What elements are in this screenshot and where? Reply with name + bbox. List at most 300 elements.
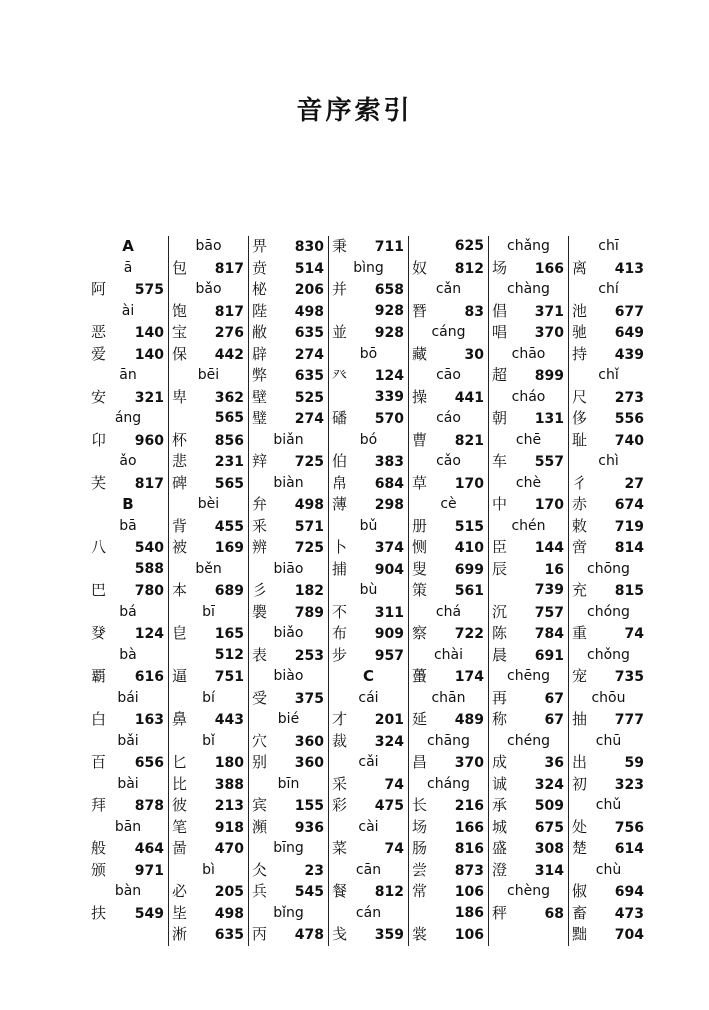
page-title: 音序索引 xyxy=(296,96,413,126)
character: 受 xyxy=(252,688,268,707)
pinyin-heading: bié xyxy=(277,711,300,727)
index-entry xyxy=(252,236,325,258)
index-entry xyxy=(172,817,245,839)
page-number: 155 xyxy=(294,798,324,814)
pinyin-heading: chǒng xyxy=(587,646,630,663)
character: 丙 xyxy=(252,925,268,943)
pinyin-heading: cè xyxy=(440,496,457,512)
character: 兵 xyxy=(252,882,268,900)
index-entry xyxy=(252,580,325,602)
index-entry xyxy=(412,516,485,538)
index-entry xyxy=(252,258,325,280)
character: 陈 xyxy=(492,624,508,642)
character: 才 xyxy=(332,710,348,728)
pinyin-heading: chāng xyxy=(427,732,470,749)
index-entry xyxy=(252,494,325,516)
index-entry xyxy=(572,580,645,602)
character: 赤 xyxy=(572,495,588,513)
character: 察 xyxy=(412,624,428,642)
page-number: 359 xyxy=(374,927,404,943)
index-entry xyxy=(252,924,325,946)
index-entry xyxy=(572,774,645,796)
page-number: 909 xyxy=(374,626,404,642)
index-entry xyxy=(332,322,405,344)
page-number: 308 xyxy=(534,841,564,857)
character: 充 xyxy=(572,581,588,599)
character: 成 xyxy=(492,753,508,771)
character: 璧 xyxy=(252,409,268,427)
index-entry xyxy=(252,301,325,323)
page-number: 751 xyxy=(214,669,244,685)
character: 壁 xyxy=(252,387,268,406)
index-column xyxy=(88,236,168,946)
index-entry xyxy=(572,301,645,323)
page-number: 674 xyxy=(614,497,644,513)
index-entry xyxy=(412,559,485,581)
page-number: 549 xyxy=(134,905,164,922)
page-number: 16 xyxy=(544,561,564,578)
character: 侈 xyxy=(572,409,588,427)
character: 裁 xyxy=(332,731,348,750)
index-entry xyxy=(412,580,485,602)
page-number: 140 xyxy=(134,325,164,341)
index-entry xyxy=(172,387,245,409)
pinyin-heading: chén xyxy=(511,517,546,534)
index-entry xyxy=(172,322,245,344)
page-number: 725 xyxy=(294,540,324,556)
page-number: 635 xyxy=(214,927,244,943)
index-entry xyxy=(172,838,245,860)
pinyin-heading: cháng xyxy=(427,775,470,792)
page-number: 274 xyxy=(294,346,324,363)
index-entry xyxy=(572,494,645,516)
character: 秤 xyxy=(492,903,508,922)
index-entry xyxy=(252,279,325,301)
character: 诚 xyxy=(492,774,508,793)
page-number: 314 xyxy=(534,862,564,879)
character: 瀕 xyxy=(252,817,268,836)
page-number: 525 xyxy=(294,389,324,406)
page-number: 140 xyxy=(134,346,164,363)
page-number: 614 xyxy=(614,841,644,857)
character: 柲 xyxy=(252,280,268,298)
letter-heading: C xyxy=(362,667,374,685)
page-number: 812 xyxy=(454,260,484,277)
index-entry xyxy=(412,881,485,903)
pinyin-heading: ǎo xyxy=(119,453,137,469)
pinyin-heading: biào xyxy=(273,668,304,684)
page-number: 814 xyxy=(614,540,644,556)
pinyin-heading: cán xyxy=(355,904,382,921)
index-entry xyxy=(572,537,645,559)
page-number: 478 xyxy=(294,927,324,943)
page-number: 498 xyxy=(294,497,324,513)
index-entry xyxy=(172,709,245,731)
page-number: 360 xyxy=(294,755,324,771)
page-number: 816 xyxy=(454,841,484,857)
index-entry xyxy=(492,860,565,882)
page-number: 106 xyxy=(454,884,484,900)
page-number: 375 xyxy=(294,690,324,707)
page-number: 205 xyxy=(214,884,244,900)
page-number: 740 xyxy=(614,432,644,449)
page-number: 68 xyxy=(544,905,564,922)
character: 被 xyxy=(172,538,188,556)
index-entry xyxy=(572,666,645,688)
character: 颁 xyxy=(91,860,107,879)
index-entry xyxy=(252,752,325,774)
character: 朝 xyxy=(492,409,508,427)
index-entry xyxy=(332,494,405,516)
index-entry xyxy=(412,860,485,882)
pinyin-heading: biāo xyxy=(273,560,304,577)
character: 癹 xyxy=(91,624,107,642)
page-number: 514 xyxy=(294,260,324,277)
page-number: 273 xyxy=(614,389,644,406)
index-entry xyxy=(492,645,565,667)
page-number: 131 xyxy=(534,411,564,427)
character: 安 xyxy=(91,387,107,406)
page-number: 725 xyxy=(294,454,324,470)
letter-heading: B xyxy=(122,495,134,513)
page-number: 169 xyxy=(214,540,244,556)
pinyin-heading: bèi xyxy=(197,496,220,512)
character: 城 xyxy=(492,817,508,836)
pinyin-heading: bā xyxy=(119,517,137,534)
character: 宠 xyxy=(572,667,588,685)
page-number: 957 xyxy=(374,647,404,664)
page-number: 515 xyxy=(454,518,484,535)
character: 蠆 xyxy=(412,667,428,685)
page-number: 201 xyxy=(374,712,404,728)
character: 並 xyxy=(332,323,348,341)
index-entry xyxy=(572,516,645,538)
index-entry xyxy=(492,559,565,581)
character: 采 xyxy=(332,774,348,793)
index-entry xyxy=(172,451,245,473)
page-number: 936 xyxy=(294,819,324,836)
pinyin-heading: biàn xyxy=(273,474,304,491)
pinyin-heading: chì xyxy=(598,453,619,469)
pinyin-index xyxy=(88,236,648,946)
character: 再 xyxy=(492,688,508,707)
index-entry xyxy=(91,623,165,645)
pinyin-heading: bǎi xyxy=(117,732,139,749)
index-entry xyxy=(172,258,245,280)
index-entry xyxy=(412,752,485,774)
pinyin-heading: bìng xyxy=(353,259,384,276)
index-entry xyxy=(172,344,245,366)
page-number: 971 xyxy=(134,862,164,879)
index-entry xyxy=(332,279,405,301)
page-number: 757 xyxy=(534,604,564,621)
character: 保 xyxy=(172,344,188,363)
index-entry xyxy=(252,731,325,753)
page-number: 489 xyxy=(454,712,484,728)
index-entry xyxy=(412,795,485,817)
character: 处 xyxy=(572,817,588,836)
character: 彡 xyxy=(252,581,268,599)
character: 皀 xyxy=(172,624,188,642)
page-number: 180 xyxy=(214,755,244,771)
pinyin-heading: áng xyxy=(114,410,142,426)
page-number: 815 xyxy=(614,583,644,599)
page-number: 635 xyxy=(294,325,324,341)
page-number: 439 xyxy=(614,346,644,363)
pinyin-heading: bīn xyxy=(277,775,300,792)
index-entry xyxy=(492,537,565,559)
page-number: 360 xyxy=(294,733,324,750)
index-entry xyxy=(492,301,565,323)
character: 不 xyxy=(332,602,348,621)
index-entry xyxy=(91,752,165,774)
character: 并 xyxy=(332,280,348,298)
index-entry xyxy=(172,623,245,645)
index-entry xyxy=(412,301,485,323)
index-entry xyxy=(91,430,165,452)
page-number: 656 xyxy=(134,755,164,771)
page-number: 635 xyxy=(294,368,324,384)
character: 超 xyxy=(492,366,508,384)
index-entry xyxy=(91,344,165,366)
pinyin-heading: bān xyxy=(114,818,142,835)
character: 餐 xyxy=(332,882,348,900)
index-entry xyxy=(252,881,325,903)
pinyin-heading: bù xyxy=(359,582,378,598)
pinyin-heading: bō xyxy=(359,345,378,362)
page-number: 165 xyxy=(214,626,244,642)
pinyin-heading: bēi xyxy=(197,367,220,383)
page-number: 67 xyxy=(544,690,564,707)
index-entry xyxy=(332,602,405,624)
character: 贲 xyxy=(252,258,268,277)
index-entry xyxy=(412,430,485,452)
index-entry xyxy=(252,387,325,409)
character: 卜 xyxy=(332,538,348,556)
character: 薄 xyxy=(332,495,348,513)
index-entry xyxy=(252,860,325,882)
index-entry xyxy=(332,365,405,387)
index-entry xyxy=(252,817,325,839)
page-number: 231 xyxy=(214,454,244,470)
page-number: 817 xyxy=(134,475,164,492)
index-entry xyxy=(172,881,245,903)
page-number: 821 xyxy=(454,432,484,449)
index-entry xyxy=(492,451,565,473)
character: 本 xyxy=(172,581,188,599)
character: 畀 xyxy=(252,237,268,255)
page-number: 253 xyxy=(294,647,324,664)
page-number: 324 xyxy=(534,776,564,793)
pinyin-heading: chǔ xyxy=(595,797,622,813)
index-entry xyxy=(492,688,565,710)
index-entry xyxy=(91,279,165,301)
character: 辡 xyxy=(252,452,268,470)
character: 延 xyxy=(412,710,428,728)
index-entry xyxy=(572,752,645,774)
pinyin-heading: chài xyxy=(433,646,464,663)
character: 表 xyxy=(252,645,268,664)
index-entry xyxy=(492,408,565,430)
character: 啻 xyxy=(572,538,588,556)
character: 敝 xyxy=(252,323,268,341)
page-number: 362 xyxy=(214,389,244,406)
pinyin-heading: cái xyxy=(358,689,379,706)
character: 饱 xyxy=(172,301,188,320)
index-entry xyxy=(252,516,325,538)
index-entry xyxy=(492,322,565,344)
page-number: 756 xyxy=(614,819,644,836)
character: 晨 xyxy=(492,645,508,664)
index-entry xyxy=(492,903,565,925)
page-number: 106 xyxy=(454,927,484,943)
index-entry xyxy=(332,537,405,559)
page-number: 324 xyxy=(374,733,404,750)
character: 初 xyxy=(572,774,588,793)
page-number: 311 xyxy=(374,604,404,621)
pinyin-heading: bí xyxy=(202,689,215,706)
page-number: 699 xyxy=(454,561,484,578)
index-entry xyxy=(492,795,565,817)
page-number: 441 xyxy=(454,389,484,406)
index-entry xyxy=(492,709,565,731)
page-number: 904 xyxy=(374,561,404,578)
page-number: 830 xyxy=(294,239,324,255)
character: 鼻 xyxy=(172,710,188,728)
page-number: 470 xyxy=(214,841,244,857)
character: 帛 xyxy=(332,473,348,492)
character: 朁 xyxy=(412,301,428,320)
page-number: 74 xyxy=(384,841,404,857)
character: 辰 xyxy=(492,559,508,578)
page-number: 684 xyxy=(374,475,404,492)
index-entry xyxy=(572,473,645,495)
pinyin-heading: bǔ xyxy=(359,517,378,534)
page-number: 124 xyxy=(134,626,164,642)
character: 匕 xyxy=(172,753,188,771)
index-entry xyxy=(572,881,645,903)
index-entry xyxy=(572,838,645,860)
page-number: 83 xyxy=(464,303,484,320)
page-number: 388 xyxy=(214,776,244,793)
page-number: 170 xyxy=(534,497,564,513)
character: 沉 xyxy=(492,602,508,621)
character: 覇 xyxy=(91,667,107,685)
index-entry xyxy=(91,537,165,559)
character: 常 xyxy=(412,882,428,900)
page-number: 475 xyxy=(374,798,404,814)
pinyin-heading: chí xyxy=(598,281,619,297)
page-number: 928 xyxy=(374,302,404,319)
index-entry xyxy=(412,838,485,860)
letter-heading: A xyxy=(122,237,134,255)
character: 八 xyxy=(91,538,107,556)
character: 捕 xyxy=(332,559,348,578)
character: 癶 xyxy=(332,366,348,384)
page-number: 817 xyxy=(214,303,244,320)
index-entry xyxy=(332,236,405,258)
page-number: 789 xyxy=(294,604,324,621)
character: 拜 xyxy=(91,796,107,814)
index-entry xyxy=(91,473,165,495)
index-entry xyxy=(572,924,645,946)
index-entry xyxy=(91,709,165,731)
pinyin-heading: bá xyxy=(119,603,137,620)
pinyin-heading: cān xyxy=(355,861,382,878)
pinyin-heading: chōu xyxy=(591,689,626,706)
pinyin-heading: ān xyxy=(119,367,137,383)
page-number: 174 xyxy=(454,669,484,685)
index-column xyxy=(168,236,248,946)
page-number: 442 xyxy=(214,346,244,363)
page-number: 27 xyxy=(624,475,644,492)
page-number: 616 xyxy=(134,669,164,685)
character: 澄 xyxy=(492,860,508,879)
index-column xyxy=(328,236,408,946)
character: 步 xyxy=(332,645,348,664)
page-number: 694 xyxy=(614,884,644,900)
page-number: 182 xyxy=(294,583,324,599)
page-number: 873 xyxy=(454,862,484,879)
character: 巴 xyxy=(91,581,107,599)
character: 必 xyxy=(172,882,188,900)
index-entry xyxy=(412,387,485,409)
index-entry xyxy=(332,774,405,796)
page-number: 812 xyxy=(374,884,404,900)
character: 比 xyxy=(172,774,188,793)
page-number: 206 xyxy=(294,282,324,298)
index-entry xyxy=(572,408,645,430)
page-number: 735 xyxy=(614,669,644,685)
character: 碑 xyxy=(172,473,188,492)
character: 驰 xyxy=(572,323,588,341)
index-entry xyxy=(172,516,245,538)
pinyin-heading: biǎn xyxy=(273,431,304,448)
page-number: 67 xyxy=(544,712,564,728)
character: 册 xyxy=(412,516,428,535)
character: 弁 xyxy=(252,495,268,513)
character: 彩 xyxy=(332,796,348,814)
character: 车 xyxy=(492,452,508,470)
character: 戋 xyxy=(332,925,348,943)
pinyin-heading: chī xyxy=(598,238,619,254)
character: 芺 xyxy=(91,473,107,492)
page-number: 59 xyxy=(624,755,644,771)
character: 伯 xyxy=(332,452,348,470)
index-entry xyxy=(91,903,165,925)
page-number: 321 xyxy=(134,389,164,406)
character: 辨 xyxy=(252,538,268,556)
pinyin-heading: bī xyxy=(202,603,215,620)
page-number: 677 xyxy=(614,303,644,320)
pinyin-heading: bái xyxy=(117,689,139,706)
character: 仌 xyxy=(252,860,268,879)
index-column xyxy=(568,236,648,946)
character: 别 xyxy=(252,753,268,771)
pinyin-heading: biǎo xyxy=(273,625,304,641)
pinyin-heading: bàn xyxy=(114,883,142,899)
index-entry xyxy=(172,473,245,495)
index-entry xyxy=(492,602,565,624)
character: 杯 xyxy=(172,430,188,449)
index-entry xyxy=(252,365,325,387)
page-number: 512 xyxy=(214,646,244,663)
index-entry xyxy=(492,774,565,796)
page-number: 383 xyxy=(374,454,404,470)
character: 釆 xyxy=(252,516,268,535)
index-entry xyxy=(252,408,325,430)
index-entry xyxy=(252,602,325,624)
